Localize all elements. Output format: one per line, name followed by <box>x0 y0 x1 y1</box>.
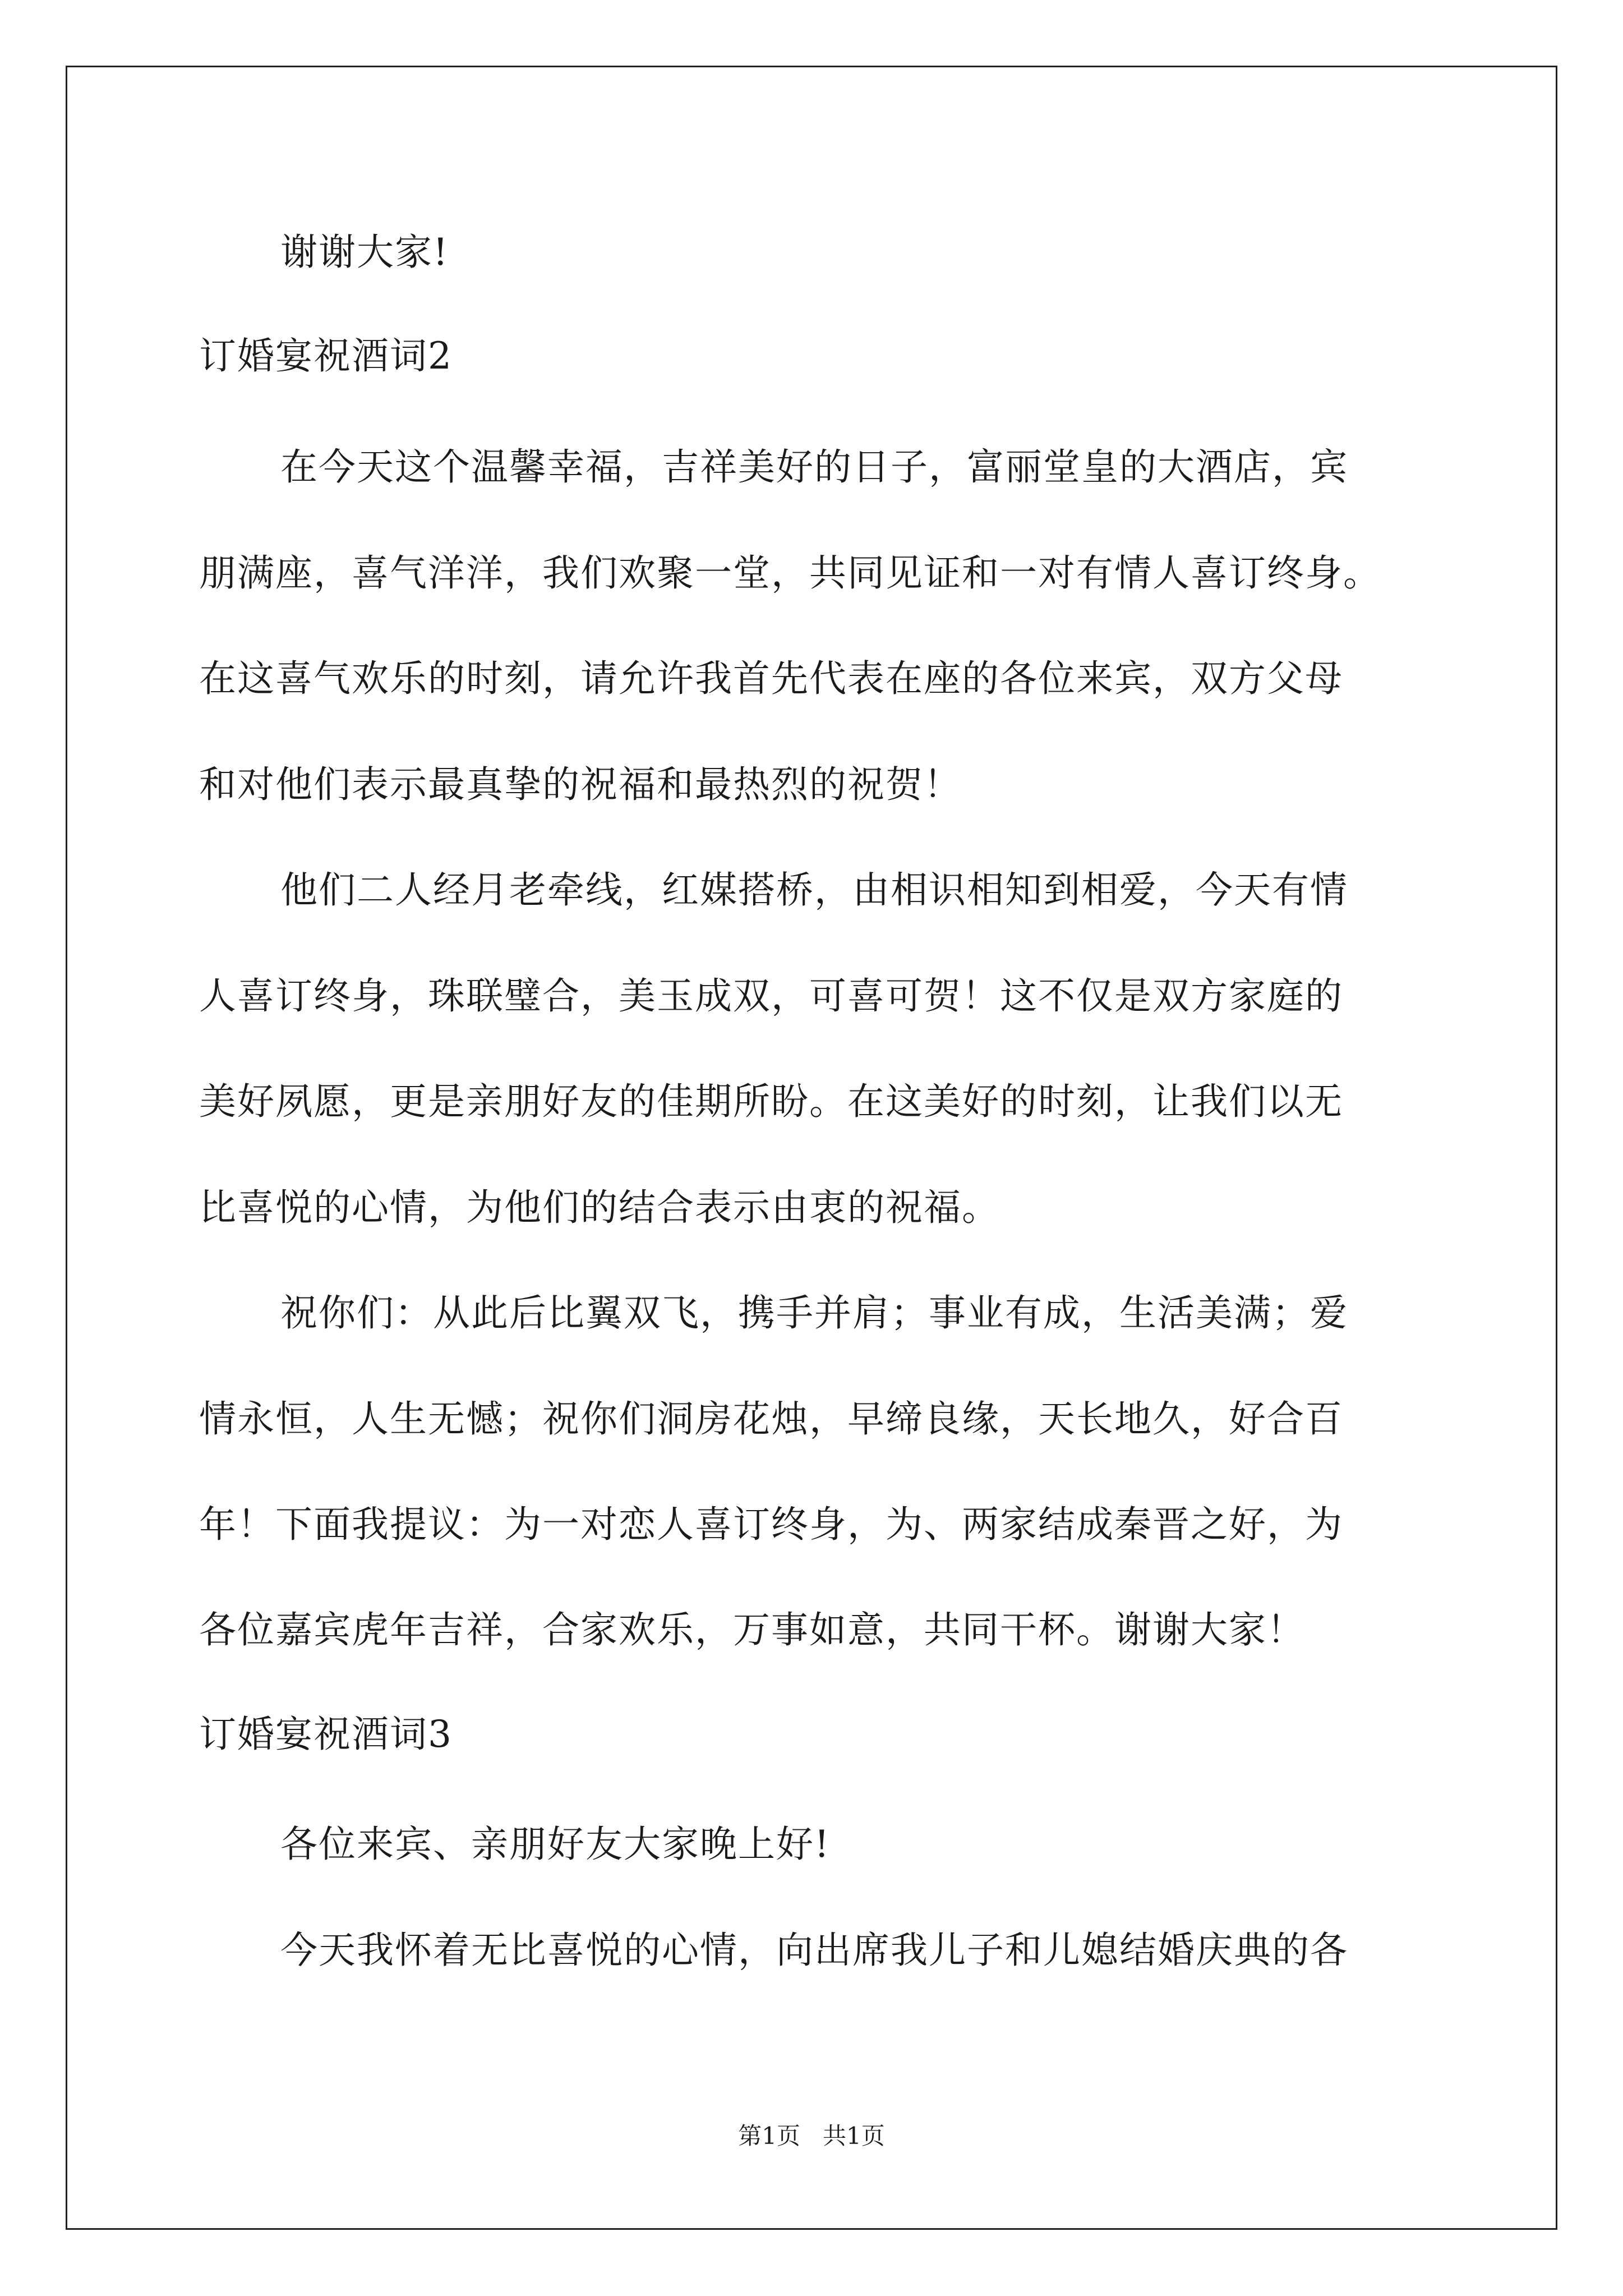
page-number-footer: 第1页 共1页 <box>738 2122 885 2150</box>
paragraph-line: 年！下面我提议：为一对恋人喜订终身，为、两家结成秦晋之好，为 <box>199 1503 1343 1546</box>
paragraph-line: 比喜悦的心情，为他们的结合表示由衷的祝福。 <box>199 1186 1000 1229</box>
paragraph-line: 和对他们表示最真挚的祝福和最热烈的祝贺！ <box>199 763 962 806</box>
closing-thanks: 谢谢大家! <box>280 231 449 274</box>
paragraph-line: 他们二人经月老牵线，红媒搭桥，由相识相知到相爱，今天有情 <box>280 868 1348 912</box>
paragraph-line: 情永恒，人生无憾；祝你们洞房花烛，早缔良缘，天长地久，好合百 <box>199 1397 1343 1441</box>
paragraph-line: 在这喜气欢乐的时刻，请允许我首先代表在座的各位来宾，双方父母 <box>199 657 1343 700</box>
paragraph-line: 各位嘉宾虎年吉祥，合家欢乐，万事如意，共同干杯。谢谢大家！ <box>199 1608 1305 1651</box>
paragraph-line: 祝你们：从此后比翼双飞，携手并肩；事业有成，生活美满；爱 <box>280 1291 1348 1335</box>
section-heading-2: 订婚宴祝酒词2 <box>199 334 453 378</box>
paragraph-line: 今天我怀着无比喜悦的心情，向出席我儿子和儿媳结婚庆典的各 <box>280 1929 1348 1972</box>
paragraph-line: 在今天这个温馨幸福，吉祥美好的日子，富丽堂皇的大酒店，宾 <box>280 445 1348 489</box>
paragraph-line: 人喜订终身，珠联璧合，美玉成双，可喜可贺！这不仅是双方家庭的 <box>199 974 1343 1018</box>
paragraph-line: 朋满座，喜气洋洋，我们欢聚一堂，共同见证和一对有情人喜订终身。 <box>199 551 1381 595</box>
paragraph-line: 美好夙愿，更是亲朋好友的佳期所盼。在这美好的时刻，让我们以无 <box>199 1080 1343 1123</box>
section-heading-3: 订婚宴祝酒词3 <box>199 1713 453 1756</box>
paragraph-line: 各位来宾、亲朋好友大家晚上好! <box>280 1823 831 1866</box>
page-border <box>66 66 1557 2230</box>
